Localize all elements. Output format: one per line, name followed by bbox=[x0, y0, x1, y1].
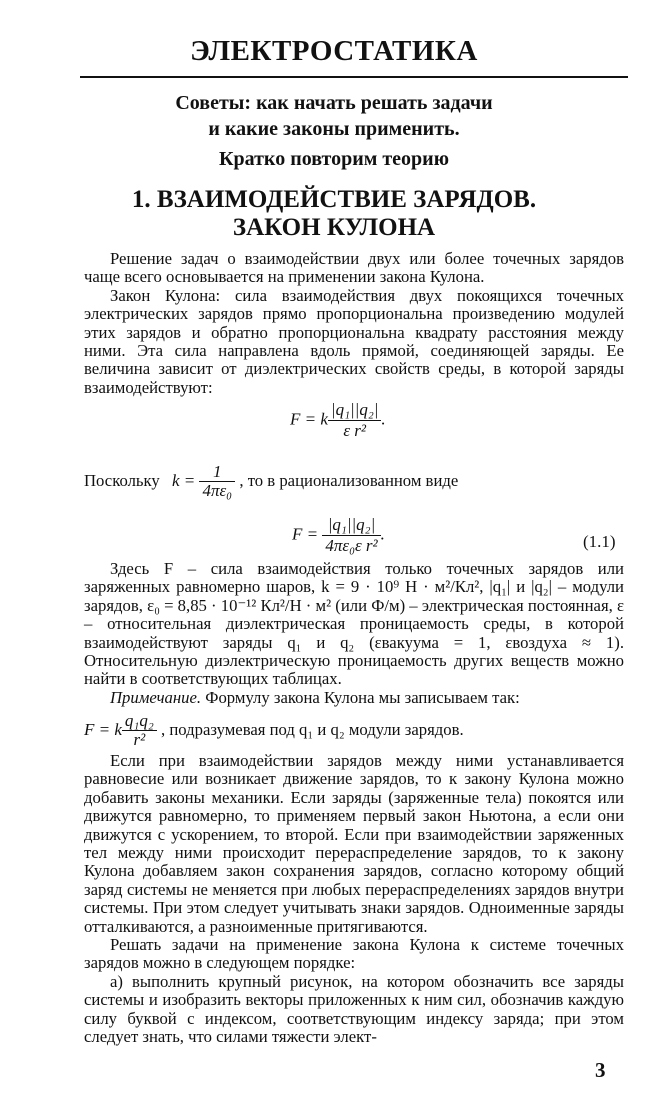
note-suffix: , подразумевая под q₁ и q₂ модули зарядов. bbox=[160, 719, 464, 739]
text-block-2 bbox=[84, 560, 624, 707]
paragraph-4: Если при взаимодействии зарядов между ними устанавливается равновесие или возникает движение зарядов, то к закону Кулона можно добавить законы механики. Если заряды (заряженные тела) покоятся или движутся равномерно, то применяем первый закон Ньютона, а если они движутся с ускорением, то второй. Если при взаимодействии заряженных тел между ними происходит перераспределение зарядов, то к закону Кулона добавляем закон сохранения зарядов, согласно которому общий заряд системы не меняется при любых перераспределениях зарядов внутри системы. При этом следует учитывать знаки зарядов. Одноименные заряды отталкиваются, а разноименные притягиваются. bbox=[84, 751, 624, 936]
since-line bbox=[84, 463, 604, 501]
intro-heading-line1: Советы: как начать решать задачи bbox=[175, 92, 493, 114]
section-heading-line1: 1. ВЗАИМОДЕЙСТВИЕ ЗАРЯДОВ. bbox=[131, 186, 537, 213]
formula-note: F = k $\frac{\text{q₁q₂}}{\text{r²}}$ bbox=[84, 720, 161, 739]
intro-heading-line2: и какие законы применить. bbox=[208, 118, 460, 140]
section-heading-line2: ЗАКОН КУЛОНА bbox=[232, 214, 436, 241]
formula-coulomb-rational: F = $\frac{\text{|q₁||q₂|}}{\text{4πε₀ε r²}}$ . bbox=[292, 515, 385, 555]
paragraph-1: Решение задач о взаимодействии двух или более точечных зарядов чаще всего основывается на применении закона Кулона. bbox=[84, 249, 624, 287]
formula-k: k = $\frac{1}{\text{4πε₀}}$ bbox=[172, 471, 239, 490]
intro-heading-line3: Кратко повторим теорию bbox=[219, 148, 449, 170]
equation-number: (1.1) bbox=[583, 532, 616, 551]
note-line bbox=[84, 689, 624, 707]
paragraph-3: Здесь F – сила взаимодействия только точечных зарядов или заряженных равномерно шаров, k = 9 · 10⁹ Н · м²/Кл², |q₁| и |q₂| – модули зарядов, ε₀ = 8,85 · 10⁻¹² Кл²/Н · м² (или Ф/м) – электрическая постоянная, ε – относительная диэлектрическая проницаемость среды, в которой взаимодействуют заряды q₁ и q₂ (εвакуума = 1, εвоздуха ≈ 1). Относительную диэлектрическую проницаемость других веществ можно найти в соответствующих таблицах. bbox=[84, 559, 624, 689]
page-number: 3 bbox=[595, 1058, 606, 1082]
since-prefix: Поскольку bbox=[84, 470, 160, 490]
chapter-title: ЭЛЕКТРОСТАТИКА bbox=[190, 35, 478, 67]
paragraph-2: Закон Кулона: сила взаимодействия двух покоящихся точечных электрических зарядов прямо пропорциональна произведению модулей этих зарядов и обратно пропорциональна квадрату расстояния между ними. Эта сила направлена вдоль прямой, соединяющей заряды. Ее величина зависит от диэлектрических свойств среды, в которой заряды взаимодействуют: bbox=[84, 285, 624, 397]
paragraph-6: а) выполнить крупный рисунок, на котором обозначить все заряды системы и изобразить векторы приложенных к ним сил, обозначив каждую силу буквой с индексом, соответствующим индексу заряда; при этом следует знать, что силами тяжести элект- bbox=[84, 971, 624, 1047]
since-suffix: , то в рационализованном виде bbox=[239, 470, 459, 490]
note-label: Примечание. bbox=[110, 687, 202, 707]
text-block-3 bbox=[84, 752, 624, 1047]
note-formula-line bbox=[84, 712, 624, 750]
paragraph-5: Решать задачи на применение закона Кулона к системе точечных зарядов можно в следующем порядке: bbox=[84, 935, 624, 973]
formula-coulomb-k: F = k $\frac{\text{|q₁||q₂|}}{\text{ε r²}}$ . bbox=[290, 400, 386, 440]
title-underline bbox=[80, 76, 628, 78]
text-block-1 bbox=[84, 250, 624, 397]
note-text: Формулу закона Кулона мы записываем так: bbox=[201, 687, 520, 707]
